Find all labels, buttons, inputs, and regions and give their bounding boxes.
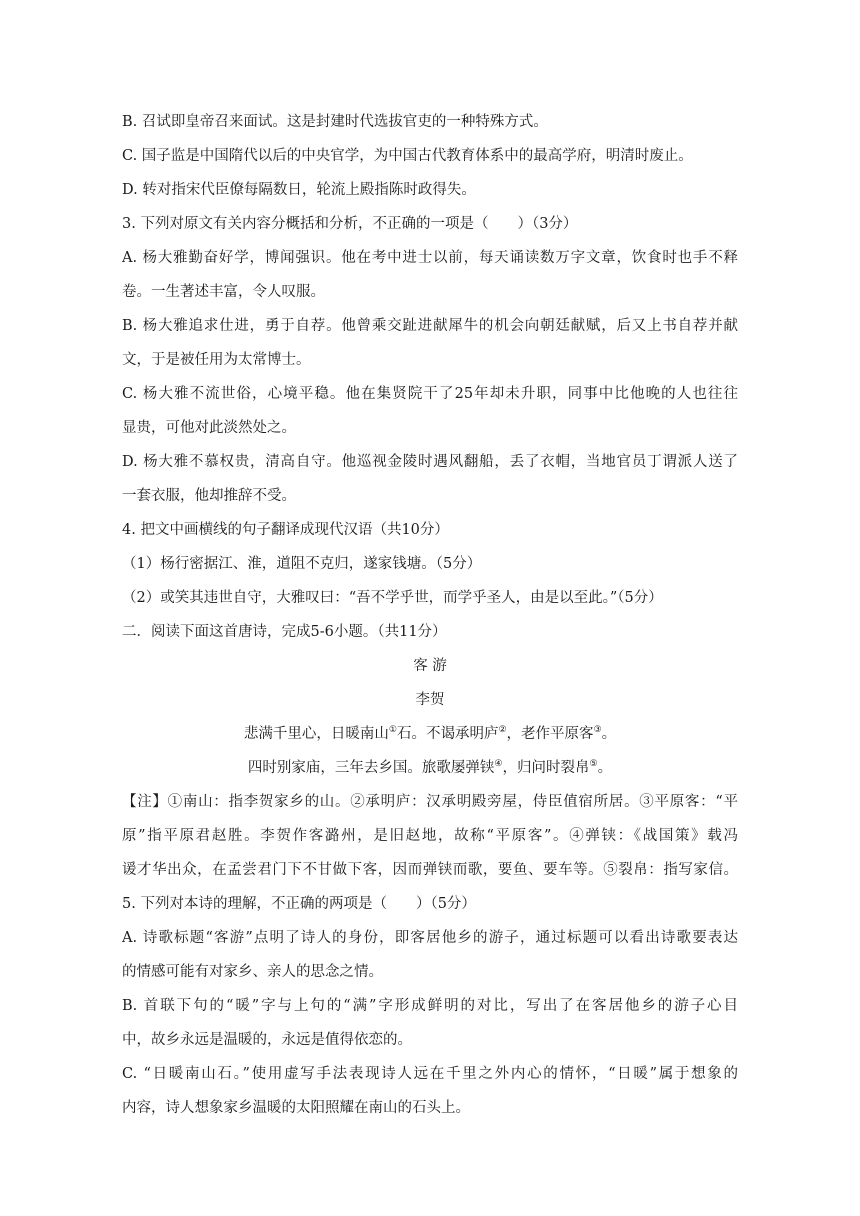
q5-option-a-line2: 的情感可能有对家乡、亲人的思念之情。 (122, 964, 383, 980)
q5-option-b-line2: 中，故乡永远是温暖的，永远是值得依恋的。 (122, 1032, 412, 1048)
note-ref-3: ③ (593, 725, 602, 736)
note-ref-1: ① (388, 725, 397, 736)
q5-option-c-line1: C. “日暖南山石。”使用虚写手法表现诗人远在千里之外内心的情怀，“日暖”属于想象的 (122, 1066, 738, 1082)
notes-line-3: 谖才华出众，在孟尝君门下不甘做下客，因而弹铗而歌，要鱼、要车等。⑤裂帛：指写家信。 (122, 862, 738, 878)
q5-stem: 5. 下列对本诗的理解，不正确的两项是（ ）（5分） (122, 896, 476, 912)
q4-sentence-1: （1）杨行密据江、淮，道阻不克归，遂家钱塘。（5分） (122, 556, 482, 572)
section-2-heading: 二．阅读下面这首唐诗，完成5-6小题。（共11分） (122, 624, 447, 640)
q3-option-d-line1: D. 杨大雅不慕权贵，清高自守。他巡视金陵时遇风翻船，丢了衣帽，当地官员丁谓派人送了 (122, 454, 738, 470)
q5-option-b-line1: B. 首联下句的“暖”字与上句的“满”字形成鲜明的对比，写出了在客居他乡的游子心目 (122, 998, 738, 1014)
notes-line-2: 原”指平原君赵胜。李贺作客潞州，是旧赵地，故称“平原客”。④弹铗：《战国策》载冯 (122, 828, 738, 844)
q5-option-a-line1: A. 诗歌标题“客游”点明了诗人的身份，即客居他乡的游子，通过标题可以看出诗歌要表达 (122, 930, 738, 946)
q3-option-b-line1: B. 杨大雅追求仕进，勇于自荐。他曾乘交趾进献犀牛的机会向朝廷献赋，后又上书自荐并献 (122, 318, 738, 334)
poem-author: 李贺 (415, 692, 445, 708)
poem-title: 客 游 (413, 658, 447, 674)
poem-line-1: 悲满千里心，日暖南山①石。不谒承明庐②，老作平原客③。 (243, 725, 617, 742)
q3-option-c-line1: C. 杨大雅不流世俗，心境平稳。他在集贤院干了25年却未升职，同事中比他晚的人也往往 (122, 386, 738, 402)
q3-option-d-line2: 一套衣服，他却推辞不受。 (122, 488, 296, 504)
q3-option-b-line2: 文，于是被任用为太常博士。 (122, 352, 311, 368)
q3-stem: 3. 下列对原文有关内容分概括和分析，不正确的一项是（ ）（3分） (122, 216, 578, 232)
q3-option-c-line2: 显贵，可他对此淡然处之。 (122, 420, 296, 436)
q4-sentence-2: （2）或笑其违世自守，大雅叹曰：“吾不学乎世，而学乎圣人，由是以至此。”（5分） (122, 590, 663, 606)
note-ref-2: ② (498, 725, 507, 736)
q2-option-b: B. 召试即皇帝召来面试。这是封建时代选拔官吏的一种特殊方式。 (122, 114, 548, 130)
q3-option-a-line2: 卷。一生著述丰富，令人叹服。 (122, 284, 325, 300)
note-ref-4: ④ (494, 759, 503, 770)
q3-option-a-line1: A. 杨大雅勤奋好学，博闻强识。他在考中进士以前，每天诵读数万字文章，饮食时也手不释 (122, 250, 738, 266)
notes-line-1: 【注】①南山：指李贺家乡的山。②承明庐：汉承明殿旁屋，侍臣值宿所居。③平原客：“平 (122, 794, 738, 810)
q4-stem: 4. 把文中画横线的句子翻译成现代汉语（共10分） (122, 522, 449, 538)
q5-option-c-line2: 内容，诗人想象家乡温暖的太阳照耀在南山的石头上。 (122, 1100, 470, 1116)
q2-option-c: C. 国子监是中国隋代以后的中央官学，为中国古代教育体系中的最高学府，明清时废止。 (122, 148, 693, 164)
note-ref-5: ⑤ (589, 759, 598, 770)
poem-line-2: 四时别家庙，三年去乡国。旅歌屡弹铗④，归问时裂帛⑤。 (247, 759, 613, 776)
q2-option-d: D. 转对指宋代臣僚每隔数日，轮流上殿指陈时政得失。 (122, 182, 476, 198)
